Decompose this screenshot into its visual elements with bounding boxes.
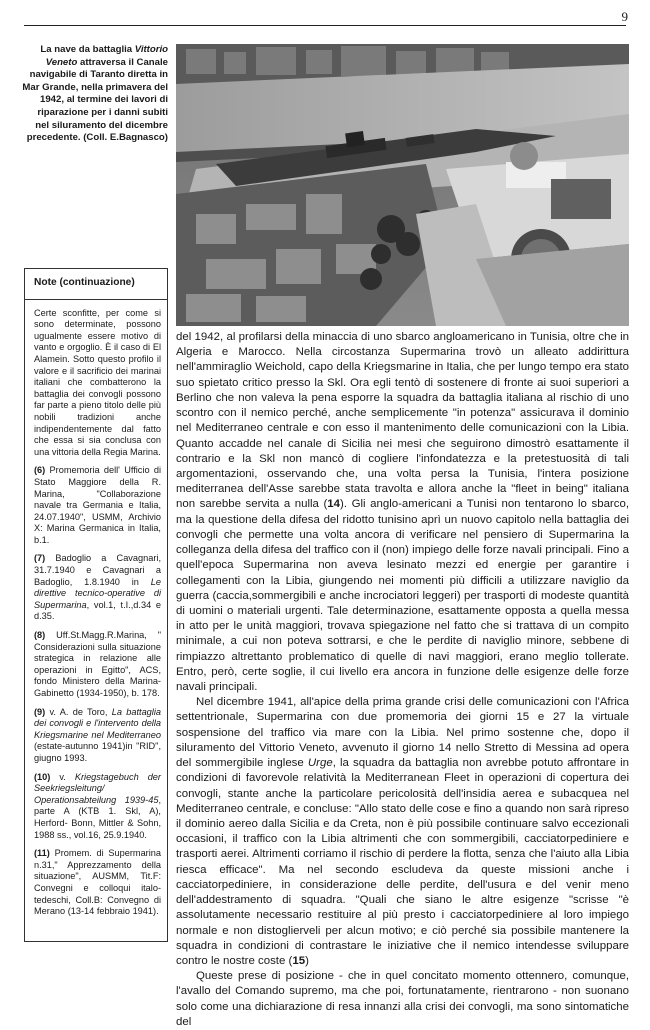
- p1-text-b: ). Gli anglo-americani a Tunisi non tentarono lo sbarco, ma la questione della difesa del ridotto tunisino aprì un nuovo capitolo nella battaglia dei convogli che permette una volta ancora di verificare nel pensiero di Supermarina la colleganza della difesa del traffico con il (non) impiego delle forze navali principali. Fino a quell'epoca Supermarina non aveva lesinato mezzi ed energie per garantire i collegamenti con la Libia, giungendo nei momenti più difficili a utilizzare naviglio da guerra (caccia,sommergibili e anche incrociatori leggeri) per trasporti di modeste quantità di uomini o materiali urgenti. Tale determinazione, esattamente opposta a quella messa in atto per le unità maggiori, trovava spiegazione nel fatto che si trattava di un compito minimale, a cui non poteva sottrarsi, e che le perdite di naviglio minore, sebbene di rimpiazzo altrettanto problematico di quelle di navi maggiori, erano meglio tollerate. Entro, però, certe soglie, il cui livello era ancora in funzione delle esigenze delle forze navali principali.: [176, 498, 629, 694]
- note-9-text-a: v. A. de Toro,: [49, 706, 112, 717]
- notes-separator: [25, 299, 167, 300]
- p2-text-b: , la squadra da battaglia non avrebbe potuto affrontare in condizioni di favorevole relatività la Mediterranean Fleet in operazioni di copertura dei convogli, stante anche la particolare pericolosità dell'insidia aerea e subacquea nel Mediterraneo centrale, e concluse: "Allo stato delle cose e fino a quando non sarà ripreso il dominio aereo dalla Sicilia e da Creta, non è più possibile continuare salvo eccezionali occasioni, il traffico con la Libia altrimenti che con sommergibili, cacciatorpediniere e trasporti aerei. Altrimenti corriamo il rischio di perdere la flotta, senza che l'aiuto alla Libia riesca efficace". Ma nel secondo escludeva da queste missioni anche i cacciatorpediniere, in considerazione delle perdite, dell'usura e del venir meno dell'addestramento di squadra. "Quali che siano le altre esigenze "scrisse "è assolutamente necessario restituire al più presto i cacciatorpediniere al loro impiego normale e non distoglierveli per alcun motivo; e ciò perché sia possibile mantenere la squadra in condizioni di contrastare le iniziative che il nemico intendesse sviluppare contro le nostre coste (: [176, 757, 630, 967]
- note-11: [34, 848, 161, 918]
- p1-text-a: del 1942, al profilarsi della minaccia di uno sbarco angloamericano in Tunisia, oltre che in Algeria e Marocco. Nella circostanza Supermarina trovò un alleato addirittura nell'ammiraglio Weichold, capo della Kriegsmarine in Italia, che per lungo tempo era stato suo spietato critico presso la Skl. Ora egli tentò di sostenere di fronte ai suoi superiori a Berlino che non valeva la pena esporre la squadra da battaglia italiana al rischio di uno scontro con il nemico perché, anche semplicemente "in potenza" assicurava il dominio nel Mediterraneo centrale e con esso il mantenimento delle comunicazioni con la Libia. Quanto accadde nel canale di Sicilia nei mesi che seguirono dimostrò esattamente il contrario e la Skl non mancò di cogliere l'infondatezza e la pretestuosità di tali argomentazioni, osservando che, una volta persa la Tunisia, l'intera posizione mediterranea dell'Asse sarebbe stata travolta e allora anche la "fleet in being" italiana non sarebbe servita a nulla (: [176, 331, 629, 511]
- header-rule: [24, 25, 626, 26]
- note-6: [34, 465, 161, 546]
- note-10-number: (10): [34, 771, 51, 782]
- note-10-text-a: v.: [59, 771, 75, 782]
- note-9-number: (9): [34, 706, 46, 717]
- note-9-title: La battaglia dei convogli e l'intervento della Kriegsmarine nel Mediterraneo: [34, 706, 161, 740]
- note-7-text-b: , vol.1, t.I.,d.34 e d.35.: [34, 599, 161, 622]
- note-8: [34, 630, 161, 700]
- note-7-number: (7): [34, 553, 46, 564]
- note-10: [34, 772, 161, 842]
- note-11-text: Promem. di Supermarina n.31," Apprezzamento della situazione", AUSMM, Tit.F: Convegni e colloqui italo-tedeschi, Coll.B: Convegno di Merano (13-14 febbraio 1941).: [34, 848, 161, 917]
- caption-ship-name: Vittorio Veneto: [45, 44, 168, 68]
- notes-box: [24, 268, 168, 942]
- note-9: [34, 707, 161, 765]
- p2-footnote-ref: 15: [292, 954, 306, 967]
- p1-footnote-ref: 14: [327, 498, 341, 511]
- note-8-text: Uff.St.Magg.R.Marina, " Considerazioni sulla situazione strategica in relazione alle operazioni in Egitto", ACS, fondo Ministero della Marina-Gabinetto (1934-1950), b. 178.: [34, 630, 161, 698]
- photo-caption: [22, 44, 168, 145]
- note-6-number: (6): [34, 465, 46, 476]
- page-number: 9: [621, 9, 628, 24]
- p2-submarine-name: Urge: [307, 757, 333, 770]
- p2-text-a: Nel dicembre 1941, all'apice della prima grande crisi delle comunicazioni con l'Africa settentrionale, Supermarina con due promemoria dei giorni 15 e 27 la virtuale sospensione del traffico via mare con la Libia. Nel primo sostenne che, dopo il siluramento del Vittorio Veneto, avvenuto il giorno 14 nello Stretto di Messina ad opera del sommergibile inglese: [176, 696, 629, 770]
- note-10-title: Kriegstagebuch der Seekriegsleitung/ Operationsabteilung 1939-45: [34, 771, 161, 805]
- note-9-text-b: (estate-autunno 1941)in "RID", giugno 1993.: [34, 741, 161, 763]
- p2-text-c: ): [305, 954, 309, 967]
- main-text: [176, 330, 629, 1030]
- paragraph-1: [176, 330, 629, 695]
- caption-text-before: La nave da battaglia: [40, 44, 135, 55]
- note-7-text-a: Badoglio a Cavagnari, 31.7.1940 e Cavagnari a Badoglio, 1.8.1940 in: [34, 553, 161, 587]
- note-10-text-b: , parte A (KTB 1. Skl, A), Herford- Bonn, Mittler & Sohn, 1988 ss., vol.16, 25.9.1940.: [34, 794, 161, 840]
- aerial-photo: [176, 44, 629, 326]
- paragraph-2: [176, 695, 629, 969]
- caption-text-after: attraversa il Canale navigabile di Taranto diretta in Mar Grande, nella primavera del 1942, al termine dei lavori di riparazione per i danni subiti nel siluramento del dicembre precedente. (Coll. E.Bagnasco): [22, 56, 168, 144]
- note-7: [34, 553, 161, 623]
- note-8-number: (8): [34, 630, 46, 641]
- note-11-number: (11): [34, 848, 50, 859]
- notes-title: Note (continuazione): [34, 277, 135, 288]
- note-6-text: Promemoria dell' Ufficio di Stato Maggiore della R. Marina, "Collaborazione navale tra Germania e Italia, 24.07.1940", USMM, Archivio X: Marina Germanica in Italia, b.1.: [34, 465, 161, 545]
- notes-intro: Certe sconfitte, per come si sono determinate, possono ugualmente essere motivo di vanto e orgoglio. È il caso di El Alamein. Sotto questo profilo il valore e il sacrificio dei marinai italiani che combatterono la battaglia dei convogli possono far parte a pieno titolo delle più nobili tradizioni anche indipendentemente dal fatto che essa si sia conclusa con una vittoria della Regia Marina.: [34, 307, 161, 457]
- paragraph-3: Queste prese di posizione - che in quel concitato momento ottennero, comunque, l'avallo del Comando supremo, ma che poi, fortunatamente, rientrarono - non suonano solo come una dichiarazione di resa innanzi alla crisi dei convogli, ma sono sintomatiche del: [176, 970, 629, 1028]
- note-7-title: Le direttive tecnico-operative di Supermarina: [34, 576, 161, 610]
